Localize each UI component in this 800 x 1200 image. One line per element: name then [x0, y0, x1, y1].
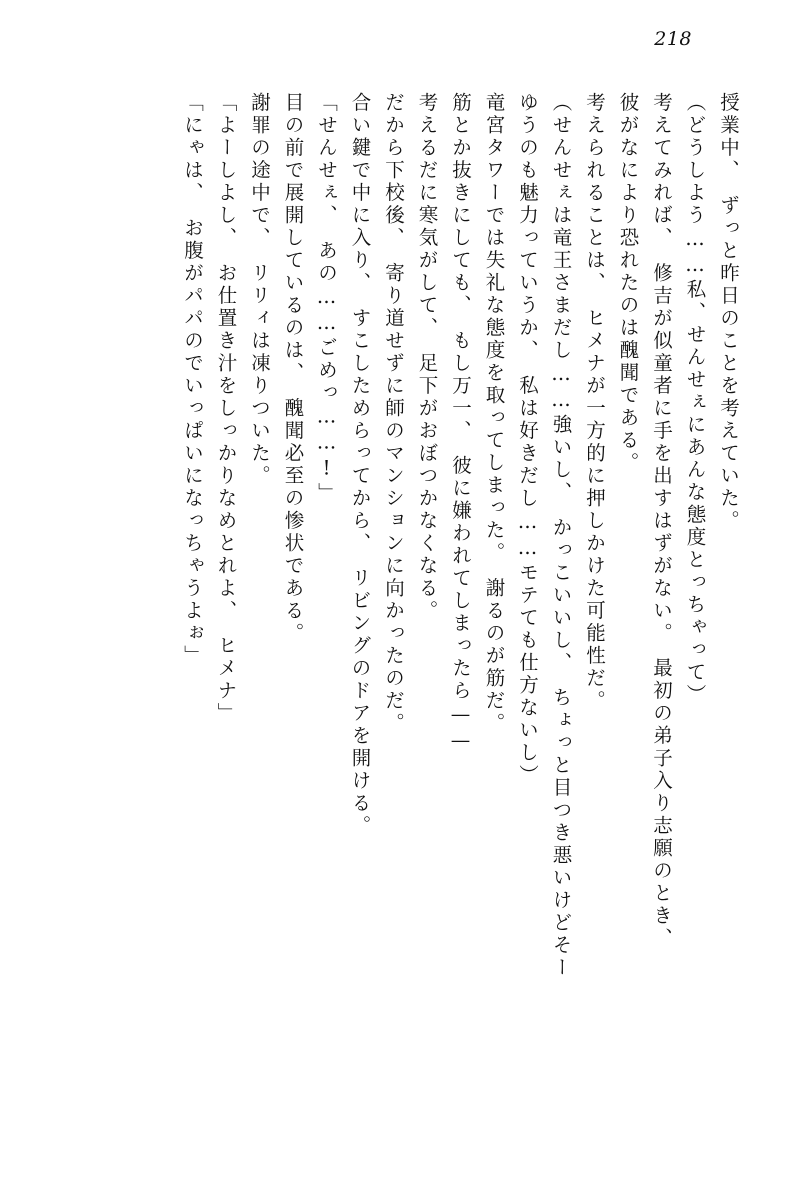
text-line: だから下校後、 寄り道せずに師のマンションに向かったのだ。	[382, 92, 405, 735]
text-line: 考えるだに寒気がして、 足下がおぼつかなくなる。	[415, 92, 439, 623]
page-number: 218	[654, 28, 692, 50]
text-line: （どうしよう……私、せんせぇにあんな態度とっちゃって）	[683, 92, 707, 707]
text-line: 考えられることは、 ヒメナが一方的に押しかけた可能性だ。	[583, 92, 606, 713]
text-line: 彼がなにより恐れたのは醜聞である。	[616, 92, 640, 475]
text-line: 「せんせぇ、 あの……ごめっ……!」	[315, 92, 338, 505]
text-line: 竜宮タワーでは失礼な態度を取ってしまった。 謝るのが筋だ。	[482, 92, 506, 735]
body-text	[56, 92, 738, 1052]
text-line: （せんせぇは竜王さまだし……強いし、 かっこいいし、 ちょっと目つき悪いけどそー	[549, 92, 573, 980]
text-line: ゆうのも魅力っていうか、 私は好きだし……モテても仕方ないし）	[516, 92, 539, 787]
text-line: 合い鍵で中に入り、 すこしためらってから、 リビングのドアを開ける。	[348, 92, 372, 838]
text-line: 目の前で展開しているのは、 醜聞必至の惨状である。	[281, 92, 305, 645]
text-line: 謝罪の途中で、 リリィは凍りついた。	[248, 92, 271, 488]
text-line: 筋とか抜きにしても、 もし万一、 彼に嫌われてしまったら——	[449, 92, 472, 755]
text-line: 「よーしよし、 お仕置き汁をしっかりなめとれよ、 ヒメナ」	[214, 92, 238, 725]
text-line: 「にゃは、 お腹がパパのでいっぱいになっちゃうよぉ」	[181, 92, 204, 668]
text-line: 考えてみれば、 修吉が似童者に手を出すはずがない。 最初の弟子入り志願のとき、	[650, 92, 673, 950]
text-line: 授業中、 ずっと昨日のことを考えていた。	[717, 92, 740, 533]
